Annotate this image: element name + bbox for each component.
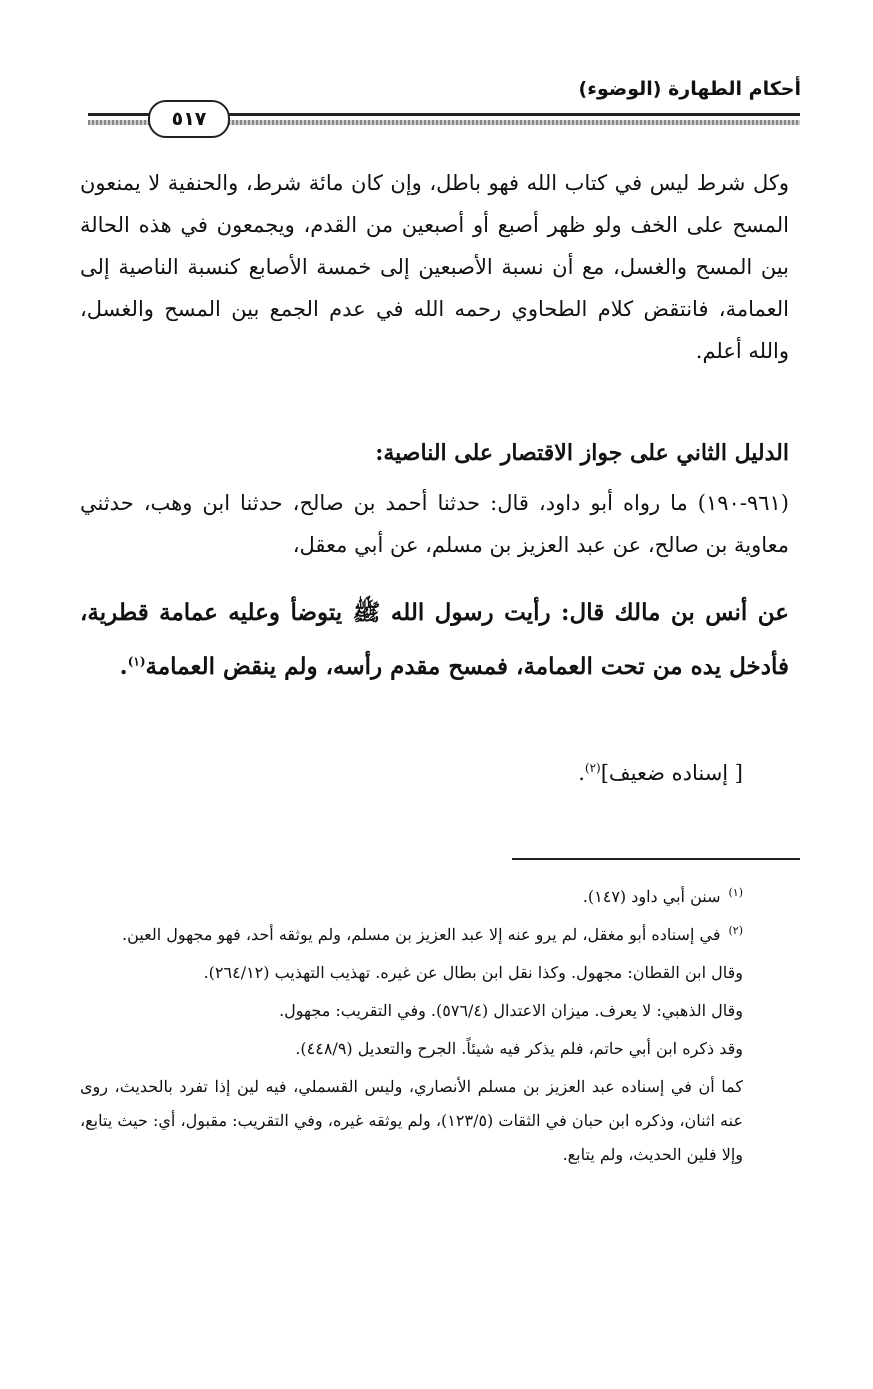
section-heading: الدليل الثاني على جواز الاقتصار على الناصية: xyxy=(375,440,789,466)
grading-text: [ إسناده ضعيف] xyxy=(600,761,743,785)
footnote-1 xyxy=(80,880,789,914)
footnote-1-text: سنن أبي داود (١٤٧). xyxy=(582,887,721,906)
footnotes-section xyxy=(80,880,789,1176)
hadith-body: عن أنس بن مالك قال: رأيت رسول الله ﷺ يتوضأ وعليه عمامة قطرية، فأدخل يده من تحت العمامة، فمسح مقدم رأسه، ولم ينقض العمامة xyxy=(80,599,789,680)
footnote-separator xyxy=(512,858,800,860)
page-number: ٥١٧ xyxy=(171,108,207,130)
footnote-ref-2: (٢) xyxy=(584,761,601,775)
hadith-period: . xyxy=(119,653,128,680)
body-paragraph xyxy=(80,162,789,372)
page-number-badge xyxy=(148,100,230,138)
footnote-ref-1: (١) xyxy=(127,654,146,669)
grading-period: . xyxy=(578,761,585,785)
footnote-1-number: (١) xyxy=(728,885,743,899)
footnote-2-para-2: وقال ابن القطان: مجهول. وكذا نقل ابن بطال عن غيره. تهذيب التهذيب (٢٦٤/١٢). xyxy=(203,963,743,982)
footnote-2-para-4: وقد ذكره ابن أبي حاتم، فلم يذكر فيه شيئاً. الجرح والتعديل (٤٤٨/٩). xyxy=(295,1039,743,1058)
paragraph-text: وكل شرط ليس في كتاب الله فهو باطل، وإن كان مائة شرط، والحنفية لا يمنعون المسح على الخف ولو ظهر أصبع أو أصبعين من القدم، ويجمعون في هذه الحالة بين المسح والغسل، مع أن نسبة الأصبعين إلى خمسة الأصابع كنسبة الناصية إلى العمامة، فانتقض كلام الطحاوي رحمه الله في عدم الجمع بين المسح والغسل، والله أعلم. xyxy=(80,171,789,363)
footnote-2-para-5: كما أن في إسناده عبد العزيز بن مسلم الأنصاري، وليس القسملي، فيه لين إذا تفرد بالحديث، روى عنه اثنان، وذكره ابن حبان في الثقات (١٢٣/٥)، ولم يوثقه غيره، وفي التقريب: مقبول، أي: حيث يتابع، وإلا فلين الحديث، ولم يتابع. xyxy=(80,1077,743,1164)
running-header-title: أحكام الطهارة (الوضوء) xyxy=(578,78,801,100)
isnad-paragraph: (٩٦١-١٩٠) ما رواه أبو داود، قال: حدثنا أحمد بن صالح، حدثنا ابن وهب، حدثني معاوية بن صالح، عن عبد العزيز بن مسلم، عن أبي معقل، xyxy=(80,491,789,557)
hadith-text xyxy=(80,586,789,694)
footnote-2-number: (٢) xyxy=(728,923,743,937)
footnote-2 xyxy=(80,918,789,952)
grading-line xyxy=(80,752,743,794)
footnote-2-para-3: وقال الذهبي: لا يعرف. ميزان الاعتدال (٥٧٦/٤). وفي التقريب: مجهول. xyxy=(279,1001,743,1020)
footnote-2-text: في إسناده أبو مغقل، لم يرو عنه إلا عبد العزيز بن مسلم، ولم يوثقه أحد، فهو مجهول العين. xyxy=(122,925,721,944)
